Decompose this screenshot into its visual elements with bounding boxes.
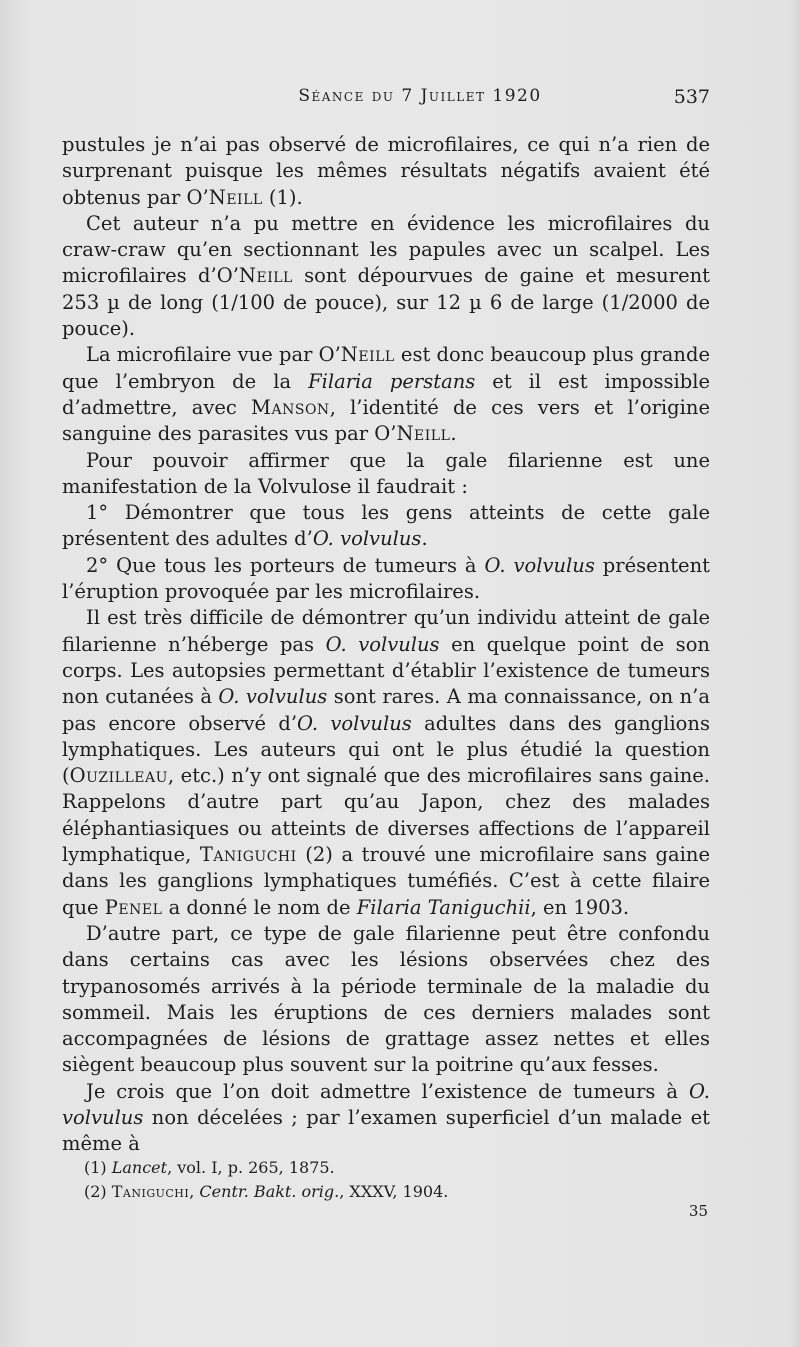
small-caps-name: Manson — [251, 395, 330, 419]
paragraph — [62, 921, 710, 1079]
text-run: Pour pouvoir affirmer que la gale filarienne est une manifestation de la Volvulose il faudrait : — [62, 448, 710, 498]
small-caps-name: Penel — [104, 895, 163, 919]
body-text — [62, 132, 710, 1158]
text-run: en quelque point de son corps. Les autopsies permettant d’établir l’existence de tumeurs non cutanées à — [62, 632, 710, 709]
paragraph — [62, 211, 710, 342]
text-run: sont rares. A ma connaissance, on n’a pas encore observé d’ — [62, 685, 710, 735]
paragraph — [62, 500, 710, 553]
italic-text: Filaria Taniguchii — [356, 895, 531, 919]
small-caps-name: Taniguchi — [199, 843, 297, 867]
paragraph — [62, 342, 710, 447]
text-run: est donc beaucoup plus grande que l’embryon de la — [62, 343, 710, 393]
text-run: Je crois que l’on doit admettre l’existence de tumeurs à — [86, 1079, 689, 1103]
text-run: , — [189, 1182, 200, 1201]
italic-text: O. volvulus — [62, 1079, 710, 1129]
text-run: . — [450, 422, 457, 446]
text-run: , etc.) n’y ont signalé que des microfilaires sans gaine. Rappelons d’autre part qu’au Japon, chez des malades éléphantiasiques ou atteints de diverses affections de l’appareil lymphatique, — [62, 764, 710, 867]
page-header — [62, 86, 710, 112]
text-run: . — [421, 527, 428, 551]
text-run: Il est très difficile de démontrer qu’un individu atteint de gale filarienne n’héberge pas — [62, 606, 710, 656]
signature-mark: 35 — [688, 1202, 708, 1220]
text-run: D’autre part, ce type de gale filarienne peut être confondu dans certains cas avec les lésions observées chez des trypanosomés arrivés à la période terminale de la maladie du sommeil. Mais les éruptions de ces derniers malades sont accompagnées de lésions de grattage assez nettes et elles siègent beaucoup plus souvent sur la poitrine qu’aux fesses. — [62, 921, 710, 1077]
text-run: sont dépourvues de gaine et mesurent 253 µ de long (1/100 de pouce), sur 12 µ 6 de large (1/2000 de pouce). — [62, 264, 711, 341]
text-run: pustules je n’ai pas observé de microfilaires, ce qui n’a rien de surprenant puisque les mêmes résultats négatifs avaient été obtenus par O’ — [62, 133, 710, 209]
text-run: , vol. I, p. 265, 1875. — [167, 1158, 335, 1177]
italic-text: O. volvulus — [312, 527, 422, 551]
small-caps-name: Ouzilleau — [69, 764, 168, 788]
italic-text: O. volvulus — [297, 711, 412, 735]
small-caps-name: Neill — [340, 343, 395, 367]
paragraph — [62, 605, 710, 921]
text-run: présentent l’éruption provoquée par les microfilaires. — [62, 553, 710, 604]
text-run: , en 1903. — [530, 895, 630, 919]
paragraph — [62, 132, 710, 211]
italic-text: Centr. Bakt. orig. — [199, 1182, 340, 1201]
small-caps-name: Neill — [238, 264, 293, 288]
italic-text: Filaria perstans — [308, 369, 476, 393]
text-run: Cet auteur n’a pu mettre en évidence les microfilaires du craw-craw qu’en sectionnant les papules avec un scalpel. Les microfilaires d’O’ — [62, 211, 710, 288]
footnote — [84, 1180, 684, 1204]
text-run: a donné le nom de — [162, 895, 357, 919]
paragraph — [62, 553, 710, 606]
text-run: La microfilaire vue par O’ — [86, 343, 341, 367]
text-run: (1) — [84, 1158, 112, 1177]
italic-text: O. volvulus — [325, 632, 440, 656]
text-run: 1° Démontrer que tous les gens atteints de cette gale présentent des adultes d’ — [62, 501, 710, 551]
small-caps-name: Taniguchi — [111, 1182, 190, 1201]
italic-text: O. volvulus — [218, 685, 328, 709]
text-run: et il est impossible d’admettre, avec — [62, 369, 710, 419]
text-run: (1). — [262, 185, 303, 209]
small-caps-name: Neill — [208, 185, 263, 209]
small-caps-name: Neill — [396, 422, 451, 446]
text-run: (2) a trouvé une microfilaire sans gaine dans les ganglions lymphatiques tuméfiés. C’est à cette filaire que — [62, 843, 710, 919]
footnote — [84, 1156, 684, 1180]
text-run: adultes dans des ganglions lymphatiques. Les auteurs qui ont le plus étudié la question ( — [62, 711, 710, 788]
italic-text: Lancet — [111, 1158, 168, 1177]
text-run: non décelées ; par l’examen superficiel d’un malade et même à — [62, 1105, 710, 1156]
footnotes — [84, 1156, 684, 1204]
text-run: (2) — [84, 1182, 112, 1201]
running-head: Séance du 7 Juillet 1920 — [298, 86, 542, 106]
text-run: , XXXV, 1904. — [339, 1182, 449, 1201]
italic-text: O. volvulus — [484, 553, 595, 577]
text-run: 2° Que tous les porteurs de tumeurs à — [86, 553, 485, 577]
paragraph — [62, 1079, 710, 1158]
text-run: , l’identité de ces vers et l’origine sanguine des parasites vus par O’ — [62, 395, 710, 446]
paragraph — [62, 448, 710, 501]
page-number: 537 — [673, 86, 710, 108]
